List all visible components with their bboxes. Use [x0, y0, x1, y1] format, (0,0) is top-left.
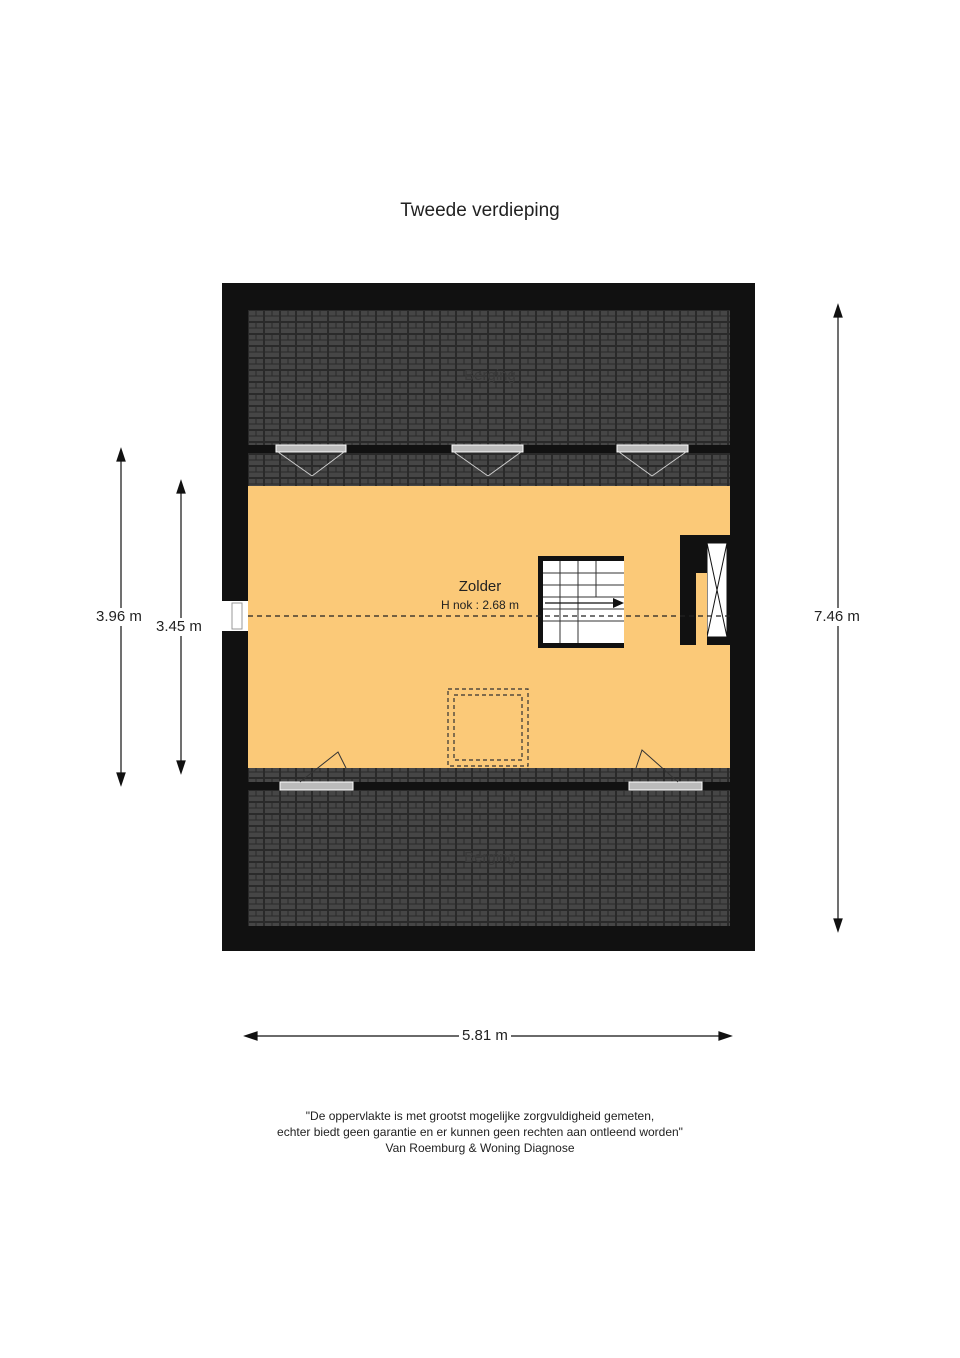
- left-window: [222, 601, 248, 631]
- storage-top-label: Berging: [464, 367, 516, 384]
- disclaimer: [0, 1108, 960, 1156]
- disclaimer-line-2: echter biedt geen garantie en er kunnen geen rechten aan ontleend worden": [277, 1125, 683, 1139]
- zolder-label: Zolder: [458, 578, 502, 595]
- storage-bottom-label: Berging: [464, 849, 516, 866]
- ridge-height-label: H nok : 2.68 m: [440, 598, 520, 612]
- chimney: [680, 535, 730, 645]
- roof-bottom-strip: [248, 768, 730, 782]
- height-outer-label: 3.96 m: [93, 608, 145, 626]
- height-inner-label: 3.45 m: [153, 618, 205, 636]
- height-total-label: 7.46 m: [811, 608, 863, 626]
- disclaimer-line-3: Van Roemburg & Woning Diagnose: [385, 1141, 575, 1155]
- zolder-room: [248, 486, 730, 768]
- width-label: 5.81 m: [459, 1027, 511, 1045]
- staircase: [538, 556, 624, 648]
- floor-title: Tweede verdieping: [400, 200, 560, 221]
- disclaimer-line-1: "De oppervlakte is met grootst mogelijke zorgvuldigheid gemeten,: [305, 1109, 655, 1123]
